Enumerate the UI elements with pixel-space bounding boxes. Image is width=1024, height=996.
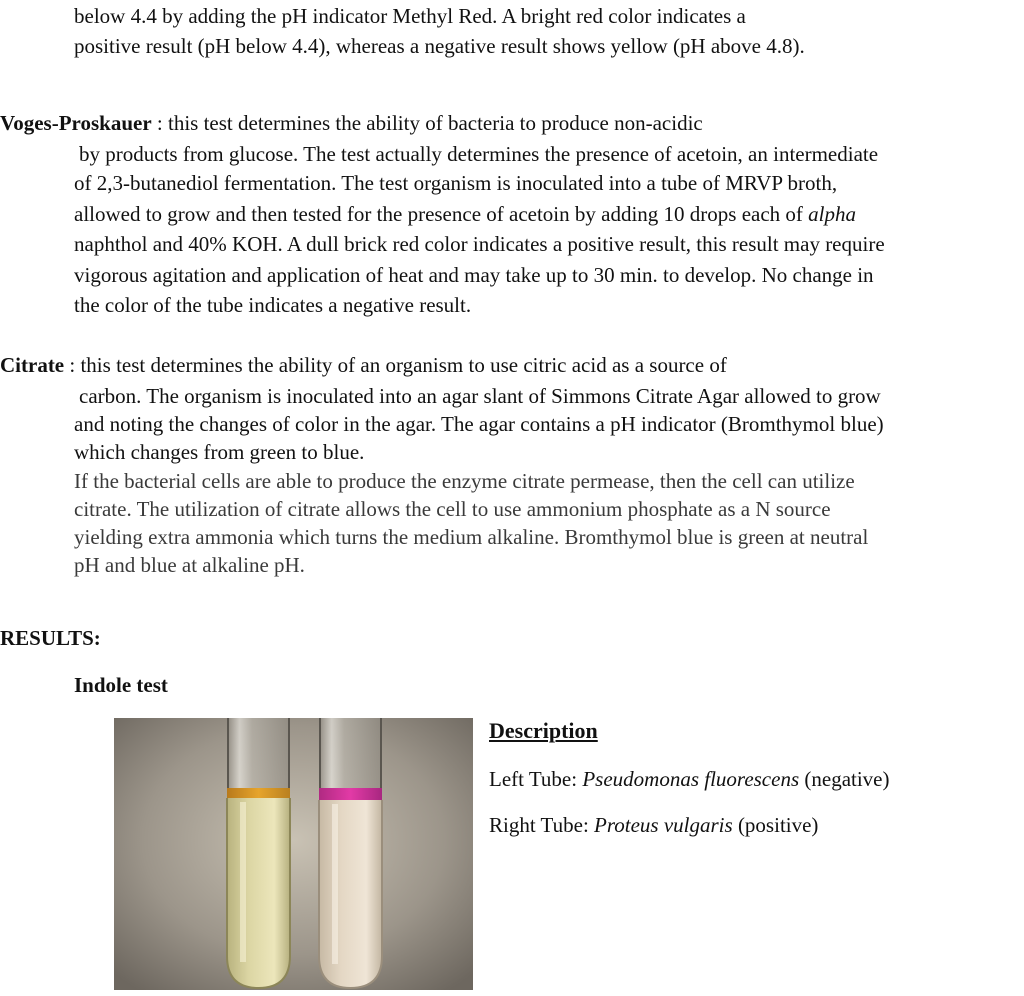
voges-proskauer-term: Voges-Proskauer	[0, 111, 152, 135]
left-tube-result: (negative)	[799, 767, 890, 791]
methyl-red-text-line-1: below 4.4 by adding the pH indicator Methyl Red. A bright red color indicates a	[74, 4, 746, 28]
right-tube-description	[489, 810, 818, 840]
right-tube-label: Right Tube:	[489, 813, 595, 837]
citrate-line-6: citrate. The utilization of citrate allows the cell to use ammonium phosphate as a N source	[74, 497, 831, 521]
results-heading: RESULTS:	[0, 626, 101, 650]
citrate-line-5: If the bacterial cells are able to produce the enzyme citrate permease, then the cell can utilize	[74, 469, 855, 493]
voges-proskauer-line-6: vigorous agitation and application of heat and may take up to 30 min. to develop. No change in	[74, 263, 874, 287]
voges-proskauer-alpha: alpha	[808, 202, 857, 226]
left-tube-description	[489, 764, 890, 794]
right-tube-species: Proteus vulgaris	[594, 813, 733, 837]
citrate-line-3: and noting the changes of color in the agar. The agar contains a pH indicator (Bromthymol blue)	[74, 412, 884, 436]
right-tube-result: (positive)	[732, 813, 819, 837]
voges-proskauer-line-1-rest: : this test determines the ability of bacteria to produce non-acidic	[151, 111, 703, 135]
citrate-line-8: pH and blue at alkaline pH.	[74, 553, 305, 577]
voges-proskauer-line-4-start: allowed to grow and then tested for the presence of acetoin by adding 10 drops each of	[74, 202, 809, 226]
citrate-line-2: carbon. The organism is inoculated into an agar slant of Simmons Citrate Agar allowed to grow	[79, 384, 881, 408]
right-test-tube	[319, 718, 382, 988]
left-test-tube	[227, 718, 290, 988]
voges-proskauer-line-4	[74, 199, 856, 229]
methyl-red-text-line-2: positive result (pH below 4.4), whereas a negative result shows yellow (pH above 4.8).	[74, 34, 805, 58]
voges-proskauer-line-1	[0, 108, 703, 138]
voges-proskauer-line-2: by products from glucose. The test actually determines the presence of acetoin, an intermediate	[79, 142, 879, 166]
description-title: Description	[489, 718, 598, 743]
voges-proskauer-line-3: of 2,3-butanediol fermentation. The test organism is inoculated into a tube of MRVP broth,	[74, 171, 838, 195]
citrate-line-1-rest: : this test determines the ability of an organism to use citric acid as a source of	[64, 353, 727, 377]
left-tube-species: Pseudomonas fluorescens	[582, 767, 800, 791]
citrate-line-7: yielding extra ammonia which turns the medium alkaline. Bromthymol blue is green at neutral	[74, 525, 869, 549]
voges-proskauer-line-7: the color of the tube indicates a negative result.	[74, 293, 472, 317]
voges-proskauer-line-5: naphthol and 40% KOH. A dull brick red color indicates a positive result, this result may require	[74, 232, 885, 256]
indole-test-photo	[114, 718, 473, 990]
citrate-line-4: which changes from green to blue.	[74, 440, 365, 464]
left-tube-label: Left Tube:	[489, 767, 583, 791]
indole-test-heading: Indole test	[74, 673, 168, 697]
citrate-term: Citrate	[0, 353, 65, 377]
citrate-line-1	[0, 350, 727, 380]
